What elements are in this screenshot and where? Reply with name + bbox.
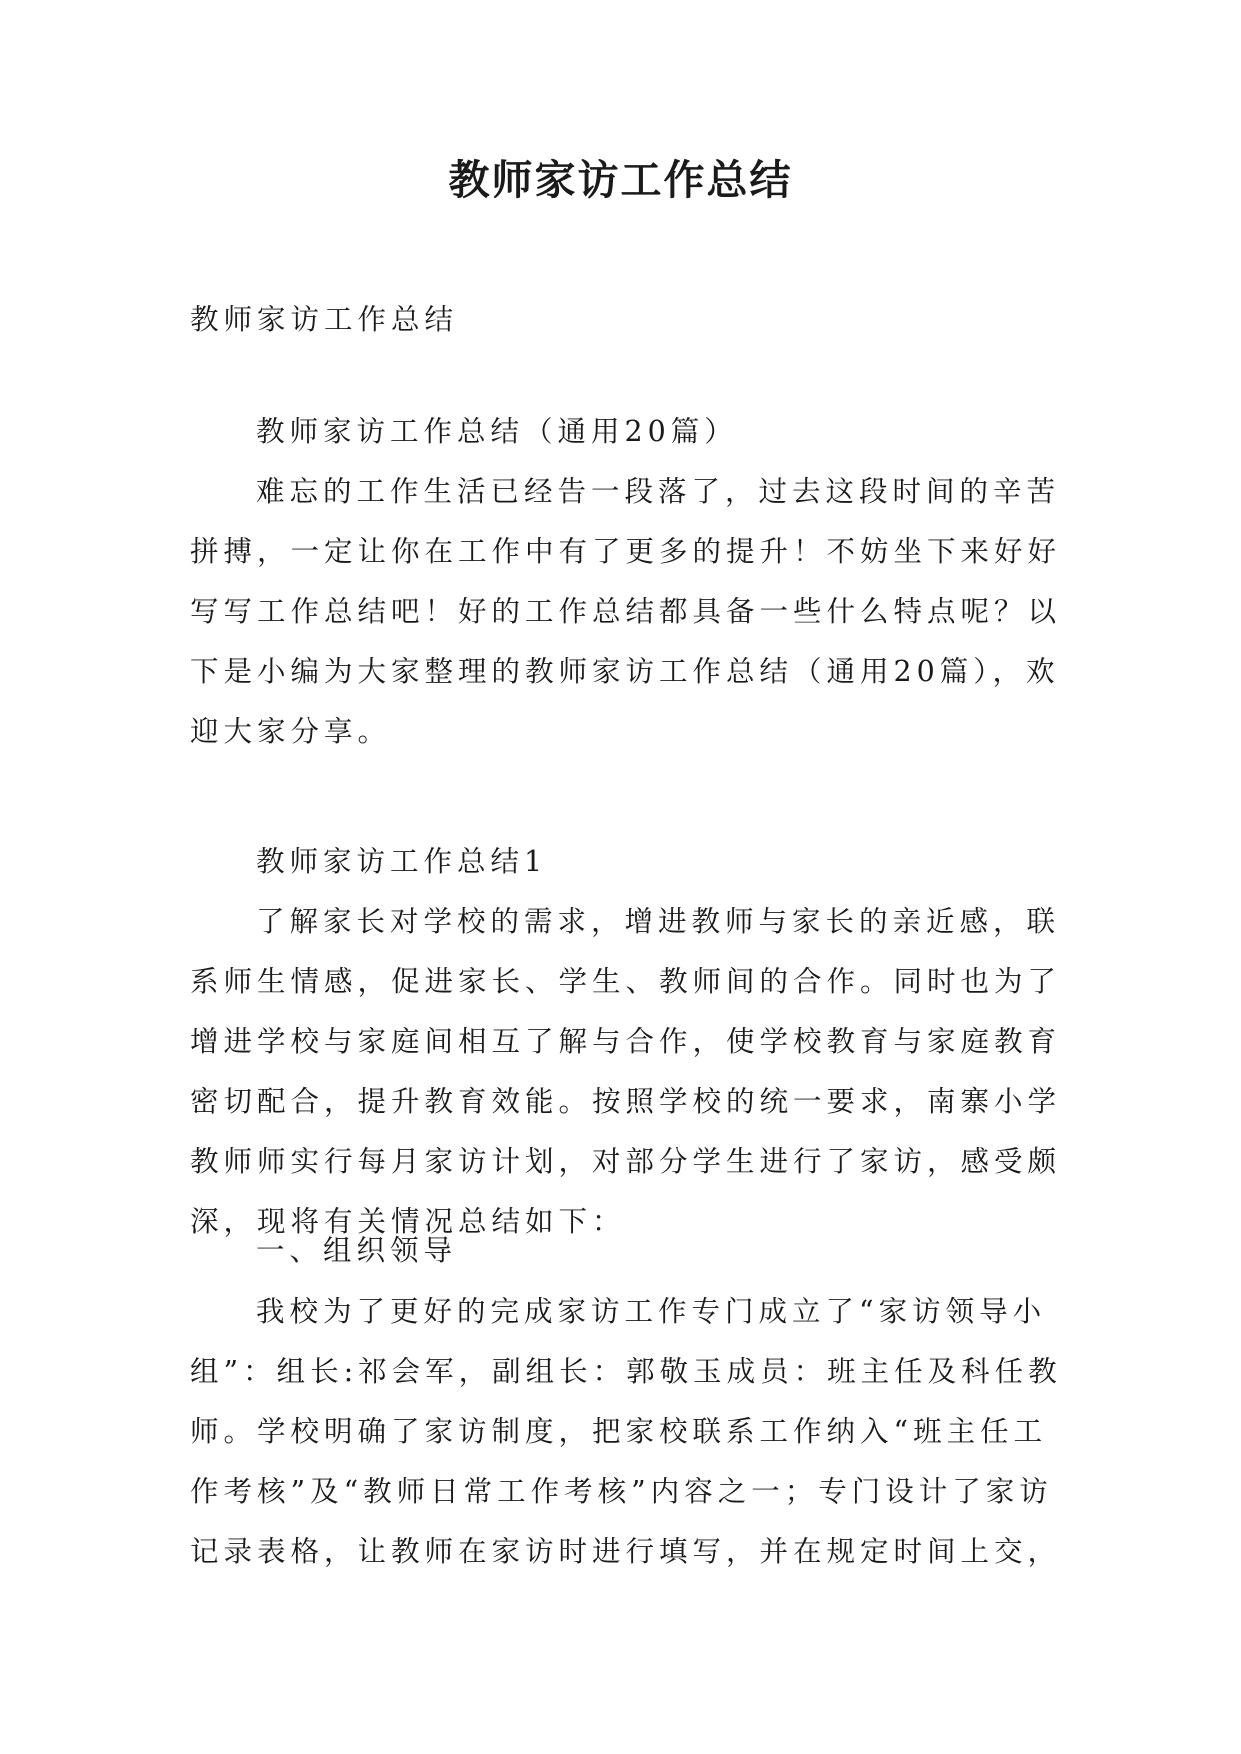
document-subtitle: 教师家访工作总结	[190, 303, 459, 336]
body-paragraph-2: 我校为了更好的完成家访工作专门成立了“家访领导小组”：组长:祁会军，副组长：郭敬玉成员：班主任及科任教师。学校明确了家访制度，把家校联系工作纳入“班主任工作考核”及“教师日常工作考核”内容之一；专门设计了家访记录表格，让教师在家访时进行填写，并在规定时间上交，	[190, 1295, 1062, 1568]
section-heading-1: 教师家访工作总结1	[256, 845, 548, 878]
document-title: 教师家访工作总结	[448, 156, 793, 204]
subsection-heading-organization: 一、组织领导	[256, 1234, 458, 1267]
main-heading: 教师家访工作总结（通用20篇）	[256, 415, 738, 448]
body-paragraph-1: 了解家长对学校的需求，增进教师与家长的亲近感，联系师生情感，促进家长、学生、教师间的合作。同时也为了增进学校与家庭间相互了解与合作，使学校教育与家庭教育密切配合，提升教育效能。按照学校的统一要求，南寨小学教师师实行每月家访计划，对部分学生进行了家访，感受颇深，现将有关情况总结如下：	[190, 905, 1062, 1238]
intro-paragraph: 难忘的工作生活已经告一段落了，过去这段时间的辛苦拼搏，一定让你在工作中有了更多的提升！不妨坐下来好好写写工作总结吧！好的工作总结都具备一些什么特点呢？以下是小编为大家整理的教师家访工作总结（通用20篇），欢迎大家分享。	[190, 475, 1062, 748]
